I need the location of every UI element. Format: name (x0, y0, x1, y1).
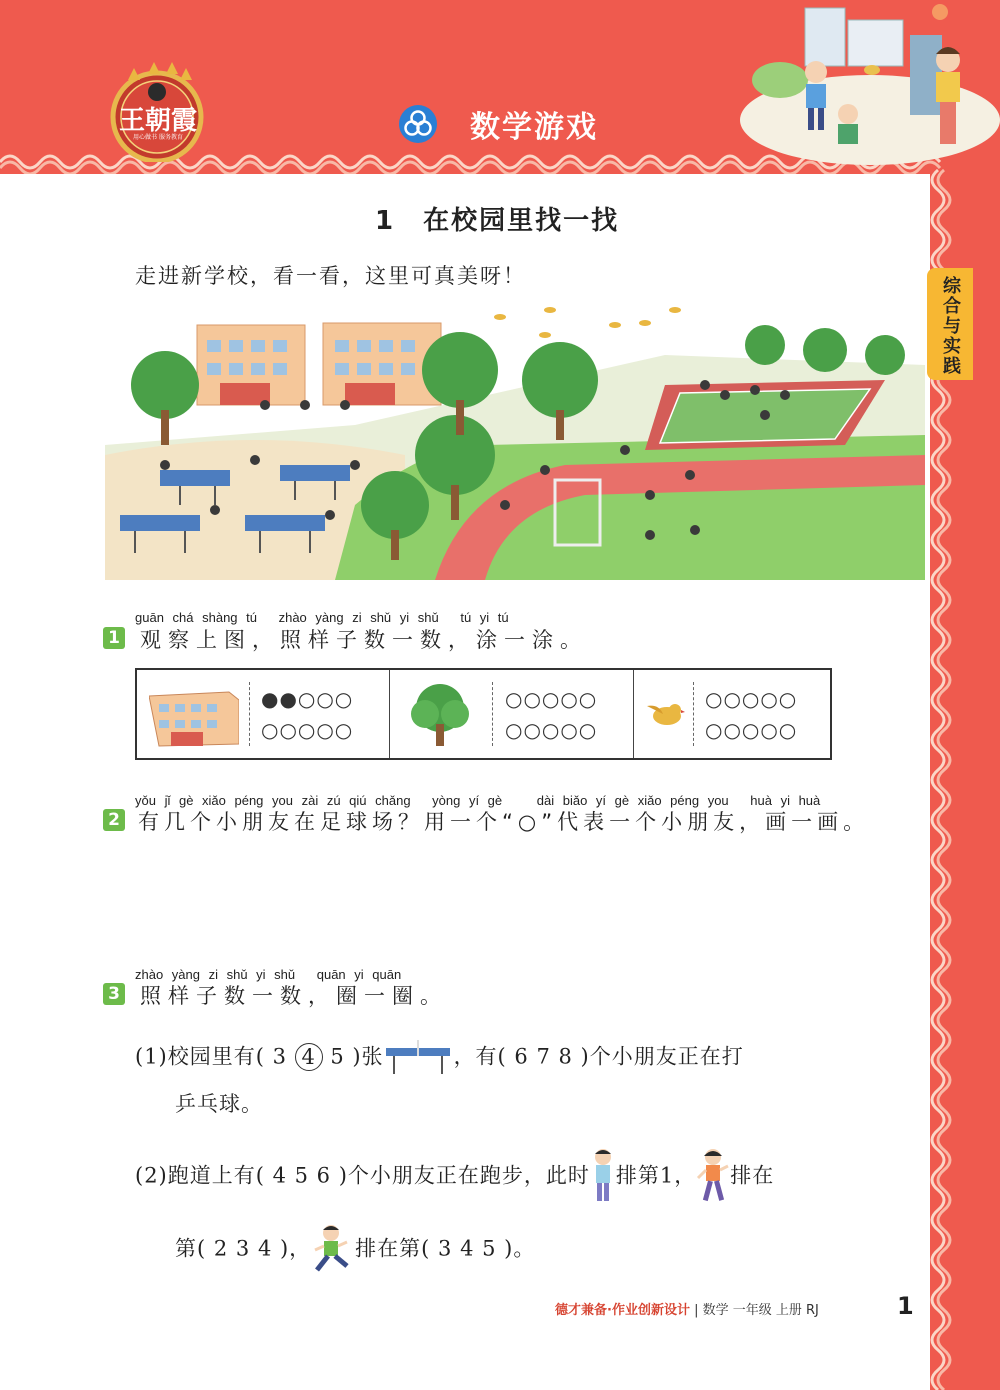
three-circles-icon (398, 104, 438, 144)
footer-brand: 德才兼备·作业创新设计 (555, 1303, 690, 1318)
building-count-row-2[interactable]: ○○○○○ (261, 718, 354, 742)
building-icon (149, 684, 239, 748)
dashed-divider (492, 682, 493, 746)
girl-runner-icon (696, 1148, 730, 1206)
dashed-divider (693, 682, 694, 746)
footer (555, 1299, 819, 1318)
q3-part2-line1 (135, 1148, 774, 1206)
q3-text: 照样子数一数，圈一圈。 (140, 984, 448, 1008)
tree-count-row-2[interactable]: ○○○○○ (505, 718, 598, 742)
q3-part1-prefix: (1)校园里有( 3 (135, 1044, 295, 1069)
dashed-divider (249, 682, 250, 746)
q2-text: 有几个小朋友在足球场？用一个“○”代表一个小朋友，画一画。 (138, 810, 870, 834)
building-count-row-1[interactable]: ●●○○○ (261, 687, 354, 711)
lesson-title: 1 在校园里找一找 (375, 206, 620, 236)
cell-divider (633, 670, 634, 758)
bird-count-row-2[interactable]: ○○○○○ (705, 718, 798, 742)
bird-count-row-1[interactable]: ○○○○○ (705, 687, 798, 711)
boy-runner-icon (590, 1148, 616, 1206)
q3-part2-last: 排在第( 3 4 5 )。 (355, 1236, 536, 1261)
chapter-tab-label: 综合与实践 (940, 276, 961, 376)
q3-part2-position-label: 排在 (730, 1163, 775, 1188)
q1-pinyin: guān chá shàng tú zhào yàng zi shǔ yi shǔ tú yi tú (135, 610, 509, 625)
ping-pong-table-icon (384, 1040, 454, 1076)
lesson-intro: 走进新学校，看一看，这里可真美呀！ (135, 264, 526, 288)
q3-part1-rest: ，有( 6 7 8 )个小朋友正在打 (453, 1044, 744, 1069)
q3-number-badge: 3 (103, 983, 125, 1005)
logo-name: 王朝霞 (118, 106, 197, 136)
running-boy-icon (311, 1224, 355, 1276)
q2-pinyin: yǒu jǐ gè xiǎo péng you zài zú qiú chǎng yòng yí gè dài biǎo yí gè xiǎo péng you huà yi huà (135, 793, 821, 808)
q3-part1-line2: 乒乓球。 (175, 1092, 263, 1116)
footer-info: | 数学 一年级 上册 RJ (694, 1303, 819, 1318)
campus-scene-illustration (105, 305, 925, 580)
count-table (135, 668, 832, 760)
tree-icon (405, 680, 475, 750)
q3-part2-prefix: (2)跑道上有( 4 5 6 )个小朋友正在跑步，此时 (135, 1163, 590, 1188)
q3-part2-options: 第( 2 3 4 )， (175, 1236, 312, 1261)
q1-number-badge: 1 (103, 627, 125, 649)
bird-icon (645, 698, 685, 730)
q3-part2-line2 (175, 1224, 535, 1276)
section-title: 数学游戏 (470, 110, 598, 145)
q3-pinyin: zhào yàng zi shǔ yi shǔ quān yi quān (135, 967, 402, 982)
cell-divider (389, 670, 390, 758)
q2-number-badge: 2 (103, 809, 125, 831)
logo-slogan: 用心做书 服务教育 (133, 134, 183, 141)
chapter-tab (927, 268, 973, 380)
q3-part1-options: 5 )张 (322, 1044, 384, 1069)
q3-part2-first: 排第1， (615, 1163, 697, 1188)
page-number: 1 (897, 1292, 914, 1320)
q3-part1-line1 (135, 1040, 744, 1076)
circled-answer[interactable]: 4 (295, 1043, 323, 1071)
q1-text: 观察上图，照样子数一数，涂一涂。 (140, 628, 588, 652)
tree-count-row-1[interactable]: ○○○○○ (505, 687, 598, 711)
